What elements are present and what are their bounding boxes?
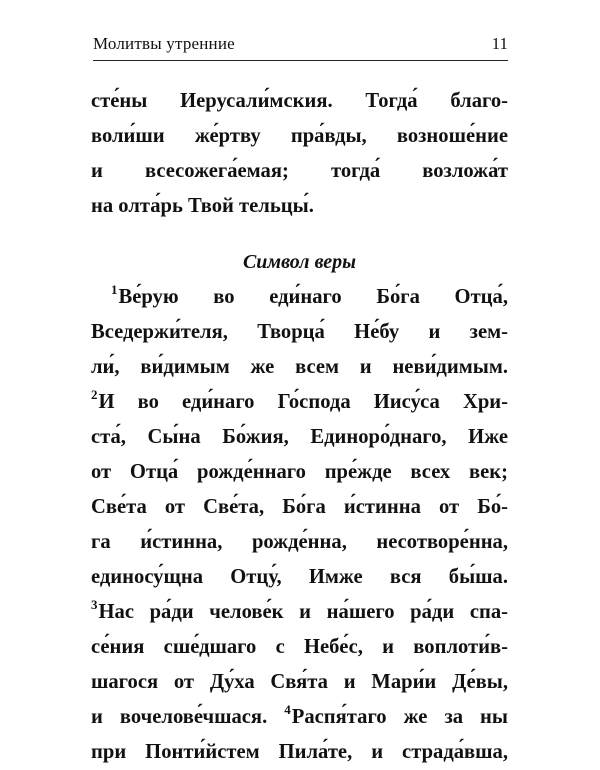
creed-line: [91, 595, 508, 630]
psalm-line: и всесожега́емая; тогда́ возложа́т: [91, 160, 508, 182]
creed-line: се́ния сше́дшаго с Небе́с, и воплоти́в-: [91, 636, 508, 658]
verse-number: 4: [284, 702, 291, 717]
running-title: Молитвы утренние: [93, 34, 235, 53]
creed-line: Све́та от Све́та, Бо́га и́стинна от Бо́-: [91, 496, 508, 518]
creed-line: ста́, Сы́на Бо́жия, Единоро́днаго, Иже: [91, 426, 508, 448]
verse-number: 3: [91, 597, 98, 612]
creed-line-text: И во еди́наго Го́спода Иису́са Хри-: [98, 391, 508, 413]
running-head: [93, 34, 508, 61]
page-body: [91, 84, 508, 770]
creed-line: га и́стинна, рожде́нна, несотворе́нна,: [91, 531, 508, 553]
creed-line: [91, 700, 508, 735]
verse-number: 2: [91, 387, 98, 402]
creed-line-text: Нас ра́ди челове́к и на́шего ра́ди спа-: [98, 601, 508, 623]
creed-line-text: Ве́рую во еди́наго Бо́га Отца́,: [118, 286, 508, 308]
creed-line: [91, 280, 508, 315]
creed-line: единосу́щна Отцу́, Имже вся бы́ша.: [91, 566, 508, 588]
section-heading: Символ веры: [242, 251, 357, 273]
creed-line: [91, 385, 508, 420]
psalm-line: воли́ши же́ртву пра́вды, возноше́ние: [91, 125, 508, 147]
verse-number: 1: [111, 282, 118, 297]
page-number: 11: [491, 34, 508, 53]
creed-line: ли́, ви́димым же всем и неви́димым.: [91, 356, 508, 378]
creed-line: шагося от Ду́ха Свя́та и Мари́и Де́вы,: [91, 671, 508, 693]
creed-line: Вседержи́теля, Творца́ Не́бу и зем-: [91, 321, 508, 343]
section-gap: [91, 224, 508, 246]
creed-line: от Отца́ рожде́ннаго пре́жде всех век;: [91, 461, 508, 483]
psalm-line: на олта́рь Твой тельцы́.: [91, 195, 314, 217]
creed-line-text: и вочелове́чшася.: [91, 706, 268, 728]
creed-line: при Понти́йстем Пила́те, и страда́вша,: [91, 741, 508, 763]
creed-line-text: Распя́таго же за ны: [291, 706, 509, 728]
psalm-line: сте́ны Иерусали́мския. Тогда́ благо-: [91, 90, 508, 112]
